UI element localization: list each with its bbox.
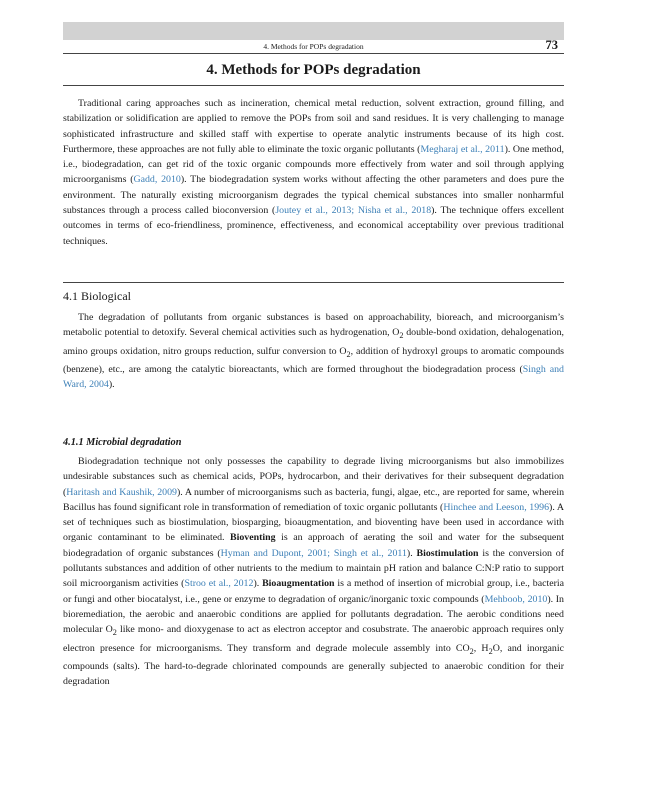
text-run: Biodegradation technique not only possesses the capability to degrade living microorganisms but also immobilizes undesirable substances such as chemical acids, POPs, hydrocarbon, and their derivatives for their subsequent degradation ( <box>63 456 564 498</box>
text-run: ). <box>406 547 417 559</box>
citation-link[interactable]: Haritash and Kaushik, 2009 <box>66 486 177 498</box>
microbial-section <box>63 454 564 689</box>
citation-link[interactable]: Megharaj et al., 2011 <box>420 143 505 155</box>
citation-link[interactable]: Stroo et al., 2012 <box>184 578 254 590</box>
header-rule <box>63 53 564 54</box>
text-run: ). The biodegradation system works without affecting the other parameters and does pure the environment. The naturally existing microorganism degrades the typical chemical substances into smaller nonharmful substances through a process called bioconversion ( <box>63 174 564 217</box>
section-rule <box>63 282 564 283</box>
text-run: ). A number of microorganisms such as bacteria, fungi, algae, etc., are reported for same, wherein Bacillus has found significant role in transformation of remediation of toxic organic pollutants ( <box>63 486 565 513</box>
biological-section <box>63 310 564 392</box>
subscript: 2 <box>112 628 117 638</box>
citation-link[interactable]: Hinchee and Leeson, 1996 <box>443 501 550 513</box>
microbial-paragraph <box>63 454 564 689</box>
text-run: like mono- and dioxygenase to act as electron acceptor and cosubstrate. The anaerobic approach requires only electron presence for microorganisms. They transform and degrade molecule assembly into CO <box>63 624 564 654</box>
citation-link[interactable]: Mehboob, 2010 <box>484 593 548 605</box>
citation-link[interactable]: Singh and Ward, 2004 <box>63 363 564 391</box>
chapter-title: 4. Methods for POPs degradation <box>206 62 421 78</box>
subscript: 2 <box>399 331 404 341</box>
text-run: , addition of hydroxyl groups to aromatic compounds (benzene), etc., are among the catalytic bioreactants, which are formed throughout the biodegradation process ( <box>63 345 564 375</box>
text-run: ). The technique offers excellent outcomes in terms of eco-friendliness, prominence, effectiveness, and economical acceptability over previous traditional techniques. <box>63 205 564 247</box>
running-head: 4. Methods for POPs degradation <box>263 42 364 51</box>
text-run: The degradation of pollutants from organic substances is based on approachability, bioreach, and microorganism’s metabolic potential to detoxify. Several chemical activities such as hydrogenation, O <box>63 312 564 339</box>
subscript: 2 <box>469 646 474 656</box>
biological-paragraph <box>63 310 564 392</box>
text-run: is the conversion of pollutants substances and addition of other nutrients to the medium to maintain pH ration and balance C:N:P ratio to support soil microorganism activities ( <box>63 547 564 590</box>
citation-link[interactable]: Joutey et al., 2013; Nisha et al., 2018 <box>275 205 432 217</box>
text-run: is an approach of aerating the soil and water for the subsequent biodegradation of organic substances ( <box>63 532 564 559</box>
bold-term: Bioventing <box>230 532 276 544</box>
subsection-heading: 4.1.1 Microbial degradation <box>63 437 182 448</box>
text-run: ). In bioremediation, the aerobic and anaerobic conditions are applied for pollutants degradation. The aerobic conditions need molecular O <box>63 593 564 636</box>
title-rule <box>63 85 564 86</box>
intro-paragraph <box>63 96 564 249</box>
text-run: Traditional caring approaches such as incineration, chemical metal reduction, solvent extraction, ground filling, and stabilization or solidification are applied to remove the POPs from soil and sand residues. It is very challenging to manage sophisticated infrastructure and skilled staff with expertise to operate analytic instruments because of its high cost. Furthermore, these approaches are not fully able to eliminate the toxic organic pollutants ( <box>63 98 564 155</box>
text-run: , H <box>473 642 489 654</box>
intro-section <box>63 96 564 249</box>
header-bar <box>63 22 564 40</box>
citation-link[interactable]: Hyman and Dupont, 2001; Singh et al., 2011 <box>220 547 407 559</box>
text-run: ). One method, i.e., biodegradation, can get rid of the toxic organic compounds more effectively from water and soil through applying microorganisms ( <box>63 143 564 186</box>
bold-term: Bioaugmentation <box>262 578 335 590</box>
text-run: ). A set of techniques such as biostimulation, biosparging, bioaugmentation, and bioventing have been used in accordance with organic contaminant to be eliminated. <box>63 501 564 544</box>
text-run: is a method of insertion of microbial group, i.e., bacteria or fungi and other biocatalyst, i.e., gene or enzyme to degradation of organic/inorganic toxic compounds ( <box>63 578 565 605</box>
citation-link[interactable]: Gadd, 2010 <box>133 174 181 186</box>
subscript: 2 <box>346 349 351 359</box>
section-heading: 4.1 Biological <box>63 289 131 303</box>
page-number: 73 <box>545 38 558 52</box>
text-run: double-bond oxidation, dehalogenation, amino groups oxidation, nitro groups reduction, sulfur conversion to O <box>63 327 564 357</box>
document-page <box>63 0 564 800</box>
text-run: O, and inorganic compounds (salts). The hard-to-degrade chlorinated compounds are generally subjected to anaerobic condition for their degradation <box>63 642 564 688</box>
text-run: ). <box>108 379 115 391</box>
text-run: ). <box>253 578 263 590</box>
subscript: 2 <box>488 646 493 656</box>
bold-term: Biostimulation <box>416 547 479 559</box>
